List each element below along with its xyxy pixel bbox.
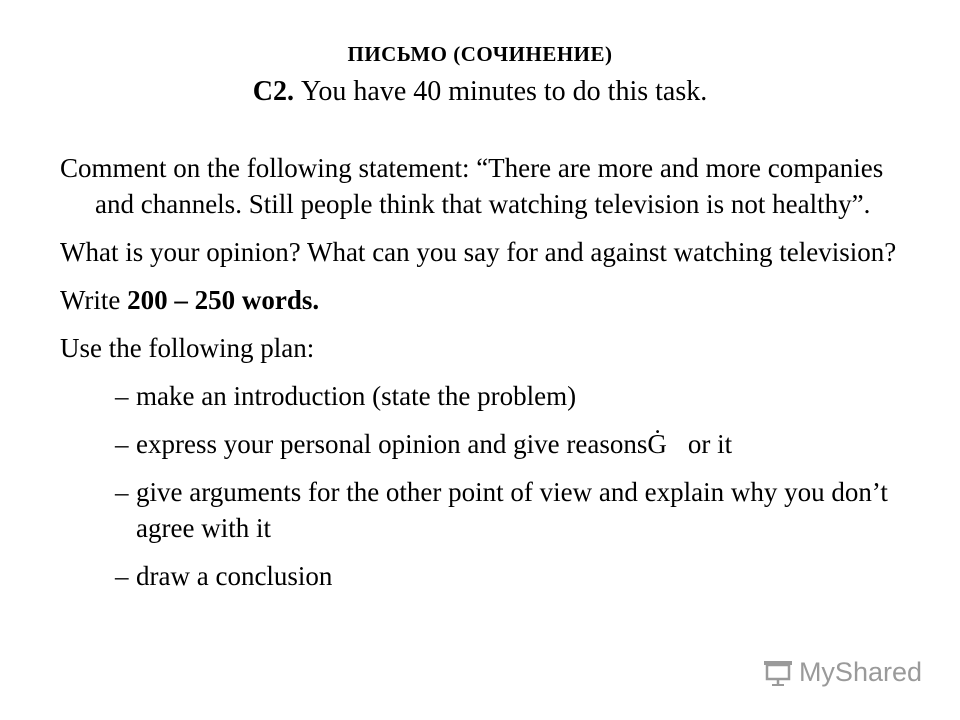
task-code: С2. xyxy=(252,76,294,107)
word-count-value: 200 – 250 words. xyxy=(127,285,320,315)
list-dash: – xyxy=(115,429,129,459)
statement-paragraph: Comment on the following statement: “There are more and more companies and channels. Still people think that watching television is not healthy”. xyxy=(60,153,884,219)
projector-screen-icon xyxy=(763,660,793,686)
plan-item-text: make an introduction (state the problem) xyxy=(136,381,577,411)
task-instruction: You have 40 minutes to do this task. xyxy=(300,76,708,107)
watermark-logo xyxy=(763,657,922,688)
plan-item xyxy=(60,474,910,546)
plan-item-text: express your personal opinion and give reasonsĠ􀀀or it xyxy=(136,429,733,459)
plan-list xyxy=(60,378,910,594)
plan-item xyxy=(60,378,910,414)
section-title: ПИСЬМО (СОЧИНЕНИЕ) xyxy=(347,42,613,66)
question-paragraph: What is your opinion? What can you say for and against watching television? xyxy=(60,237,897,267)
plan-item-text: give arguments for the other point of view and explain why you don’t agree with it xyxy=(136,477,888,543)
plan-item-text: draw a conclusion xyxy=(136,561,333,591)
list-dash: – xyxy=(115,477,129,507)
task-body xyxy=(60,150,910,606)
word-count-paragraph xyxy=(60,282,910,318)
list-dash: – xyxy=(115,381,129,411)
word-count-prefix: Write xyxy=(60,285,121,315)
task-header xyxy=(0,76,960,108)
plan-intro: Use the following plan: xyxy=(60,333,315,363)
list-dash: – xyxy=(115,561,129,591)
plan-item xyxy=(60,558,910,594)
plan-item xyxy=(60,426,910,462)
watermark-brand: MyShared xyxy=(798,657,922,687)
